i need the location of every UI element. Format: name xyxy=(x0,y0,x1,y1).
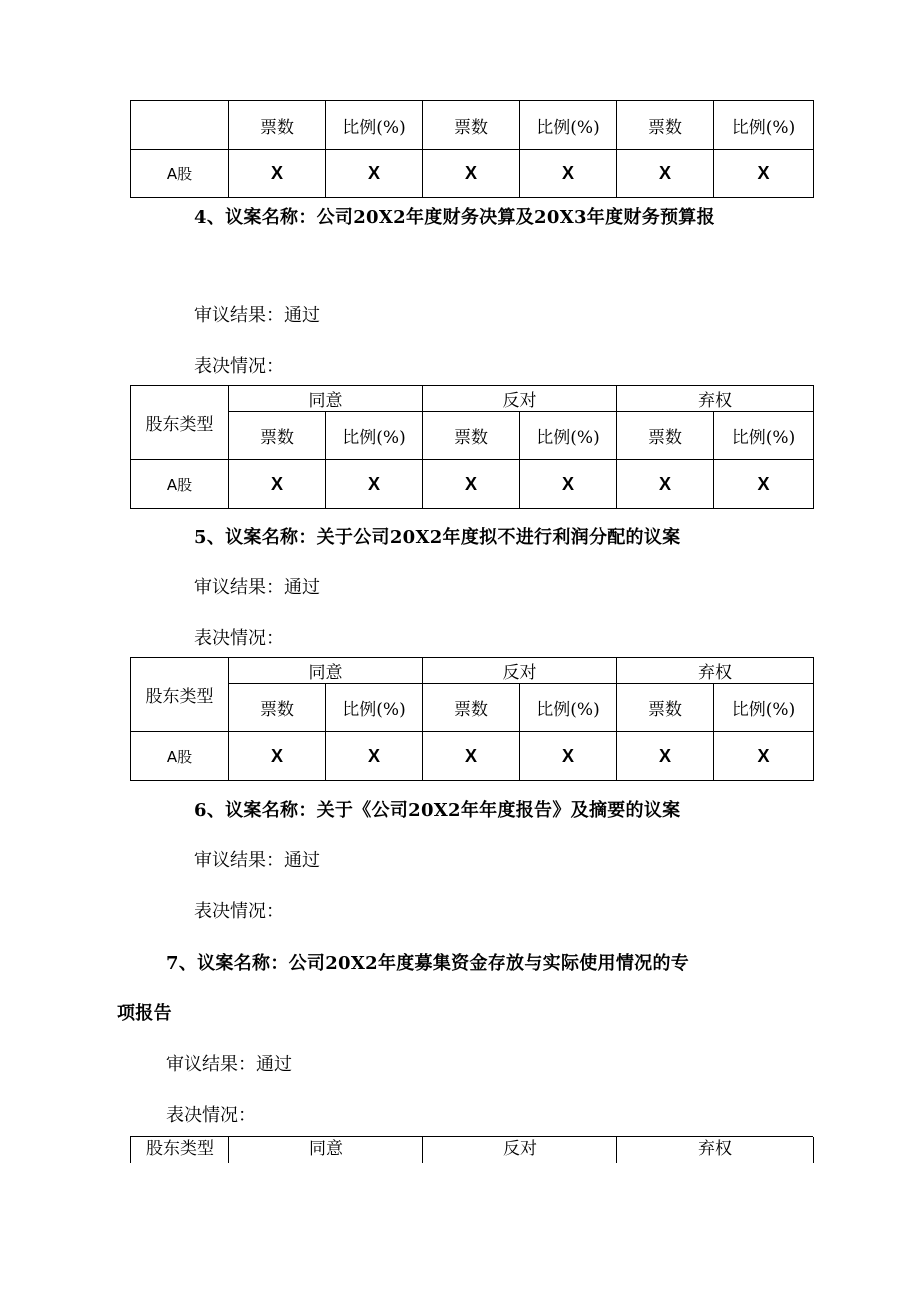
value-cell: X xyxy=(714,732,814,781)
header-against: 反对 xyxy=(423,386,617,412)
motion-6-review-result: 审议结果：通过 xyxy=(194,850,320,871)
header-ratio: 比例(%) xyxy=(326,412,423,460)
value-cell: X xyxy=(423,732,520,781)
value-cell: X xyxy=(326,150,423,198)
share-class-cell: A股 xyxy=(131,150,229,198)
header-ratio: 比例(%) xyxy=(520,684,617,732)
vote-table-motion-5 xyxy=(130,657,814,781)
value-cell: X xyxy=(617,460,714,509)
value-cell: X xyxy=(617,732,714,781)
value-cell: X xyxy=(714,150,814,198)
motion-4-title: 4、议案名称：公司20X2年度财务决算及20X3年度财务预算报 xyxy=(194,207,715,228)
motion-6-vote-status: 表决情况： xyxy=(194,901,284,922)
value-cell: X xyxy=(520,732,617,781)
header-ratio: 比例(%) xyxy=(326,101,423,150)
value-cell: X xyxy=(520,460,617,509)
motion-4-review-result: 审议结果：通过 xyxy=(194,305,320,326)
header-share-type: 股东类型 xyxy=(131,658,229,732)
motion-5-vote-status: 表决情况： xyxy=(194,628,284,649)
header-agree: 同意 xyxy=(229,658,423,684)
header-ratio: 比例(%) xyxy=(714,412,814,460)
header-against: 反对 xyxy=(423,658,617,684)
header-share-type: 股东类型 xyxy=(131,386,229,460)
header-votes: 票数 xyxy=(617,684,714,732)
vote-table-motion-7-partial xyxy=(130,1136,813,1163)
value-cell: X xyxy=(714,460,814,509)
header-votes: 票数 xyxy=(229,101,326,150)
motion-4-vote-status: 表决情况： xyxy=(194,356,284,377)
header-votes: 票数 xyxy=(229,684,326,732)
motion-7-title-continued: 项报告 xyxy=(117,1003,172,1024)
header-abstain: 弃权 xyxy=(617,386,814,412)
value-cell: X xyxy=(617,150,714,198)
header-votes: 票数 xyxy=(423,101,520,150)
value-cell: X xyxy=(423,150,520,198)
header-votes: 票数 xyxy=(617,101,714,150)
share-class-cell: A股 xyxy=(131,460,229,509)
blank-cell xyxy=(131,101,229,150)
motion-5-title: 5、议案名称：关于公司20X2年度拟不进行利润分配的议案 xyxy=(194,527,681,548)
vote-table-motion-4 xyxy=(130,385,814,509)
value-cell: X xyxy=(326,460,423,509)
header-ratio: 比例(%) xyxy=(714,101,814,150)
value-cell: X xyxy=(520,150,617,198)
header-votes: 票数 xyxy=(229,412,326,460)
share-class-cell: A股 xyxy=(131,732,229,781)
motion-5-review-result: 审议结果：通过 xyxy=(194,577,320,598)
value-cell: X xyxy=(229,150,326,198)
motion-7-title: 7、议案名称：公司20X2年度募集资金存放与实际使用情况的专 xyxy=(166,953,690,974)
motion-6-title: 6、议案名称：关于《公司20X2年年度报告》及摘要的议案 xyxy=(194,800,681,821)
header-votes: 票数 xyxy=(617,412,714,460)
vote-table-motion-3 xyxy=(130,100,814,198)
value-cell: X xyxy=(423,460,520,509)
header-ratio: 比例(%) xyxy=(326,684,423,732)
header-against: 反对 xyxy=(422,1137,617,1163)
header-votes: 票数 xyxy=(423,684,520,732)
header-ratio: 比例(%) xyxy=(520,412,617,460)
header-ratio: 比例(%) xyxy=(714,684,814,732)
header-agree: 同意 xyxy=(228,1137,423,1163)
header-abstain: 弃权 xyxy=(617,658,814,684)
header-votes: 票数 xyxy=(423,412,520,460)
header-ratio: 比例(%) xyxy=(520,101,617,150)
header-share-type: 股东类型 xyxy=(130,1137,229,1163)
motion-7-vote-status: 表决情况： xyxy=(166,1105,256,1126)
header-abstain: 弃权 xyxy=(616,1137,814,1163)
value-cell: X xyxy=(229,460,326,509)
header-agree: 同意 xyxy=(229,386,423,412)
value-cell: X xyxy=(326,732,423,781)
value-cell: X xyxy=(229,732,326,781)
motion-7-review-result: 审议结果：通过 xyxy=(166,1054,292,1075)
